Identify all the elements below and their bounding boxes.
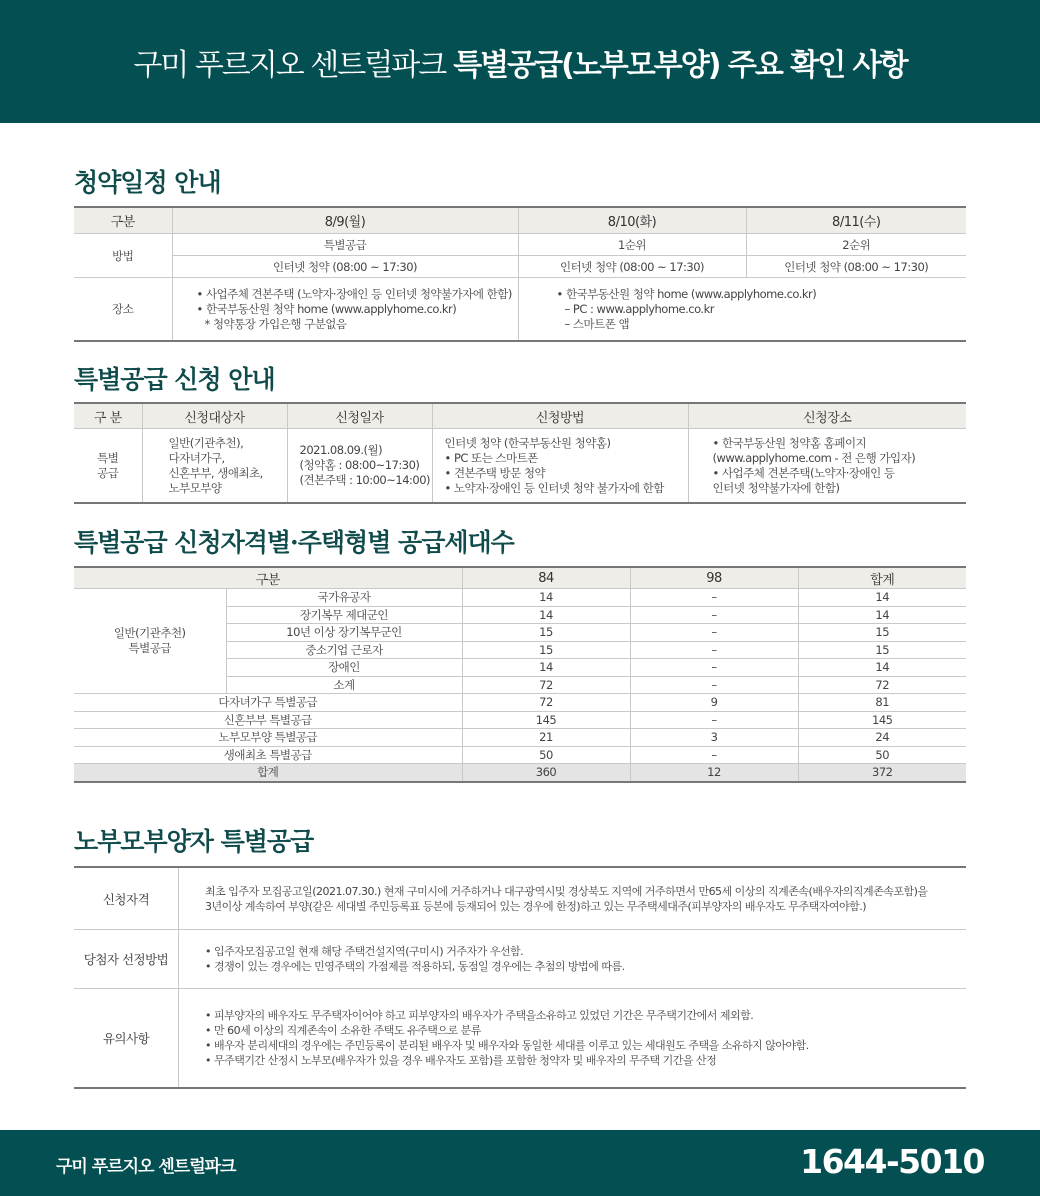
group-label [74, 589, 226, 694]
content-line: • 입주자모집공고일 현재 해당 주택건설지역(구미시) 거주자가 우선함. [205, 945, 524, 958]
row-label: 노부모부양 특별공급 [74, 729, 462, 747]
target-line: 신혼부부, 생애최초, [168, 465, 263, 480]
place-line: • 한국부동산원 청약 home (www.applyhome.co.kr) [196, 301, 457, 316]
group-label-line: 특별공급 [128, 641, 171, 655]
cell-84: 15 [462, 624, 630, 642]
row-label: 장기복무 제대군인 [226, 606, 462, 624]
cell-84: 14 [462, 659, 630, 677]
cell-98: – [630, 624, 798, 642]
col-header: 구분 [74, 567, 462, 589]
target-line: 다자녀가구, [168, 450, 225, 465]
cell-84: 72 [462, 694, 630, 712]
place-line: – 스마트폰 앱 [564, 316, 630, 331]
elderly-label: 신청자격 [74, 867, 179, 930]
target-line: 노부모부양 [168, 480, 222, 495]
elderly-label: 당첨자 선정방법 [74, 930, 179, 989]
elderly-content [179, 867, 967, 930]
date-line: (견본주택 : 10:00~14:00) [299, 473, 431, 487]
date-line: 2021.08.09.(월) [299, 443, 383, 457]
cell-84: 21 [462, 729, 630, 747]
cell-total: 72 [798, 676, 966, 694]
place-left [172, 278, 518, 342]
col-header: 구분 [74, 207, 172, 234]
place-line: 인터넷 청약불가자에 한함) [712, 480, 840, 495]
elderly-table [74, 866, 966, 1089]
row-label: 소계 [226, 676, 462, 694]
schedule-title: 청약일정 안내 [74, 168, 221, 197]
col-header: 98 [630, 567, 798, 589]
cell-84: 15 [462, 641, 630, 659]
cell-98: – [630, 641, 798, 659]
apply-places [688, 429, 966, 504]
cell-98: – [630, 676, 798, 694]
apply-category [74, 429, 142, 504]
col-header: 8/9(월) [172, 207, 518, 234]
row-label: 생애최초 특별공급 [74, 746, 462, 764]
cell-total: 15 [798, 624, 966, 642]
col-header: 합계 [798, 567, 966, 589]
cell-84: 50 [462, 746, 630, 764]
cell-total: 24 [798, 729, 966, 747]
elderly-content [179, 989, 967, 1089]
method-line: • PC 또는 스마트폰 [444, 450, 538, 465]
cell-total: 14 [798, 589, 966, 607]
page-header [0, 0, 1040, 123]
col-header: 신청대상자 [142, 403, 287, 429]
apply-table [74, 402, 966, 504]
group-label-line: 일반(기관추천) [113, 626, 186, 640]
elderly-label: 유의사항 [74, 989, 179, 1089]
method-time: 인터넷 청약 (08:00 ~ 17:30) [172, 256, 518, 278]
cell-98: – [630, 746, 798, 764]
col-header: 신청일자 [287, 403, 432, 429]
content-line: • 무주택기간 산정시 노부모(배우자가 있을 경우 배우자도 포함)를 포함한 청약자 및 배우자의 무주택 기간을 산정 [205, 1054, 717, 1067]
method-type: 특별공급 [172, 234, 518, 256]
place-label: 장소 [74, 278, 172, 342]
cell-total: 145 [798, 711, 966, 729]
content-line: • 만 60세 이상의 직계존속이 소유한 주택도 유주택으로 분류 [205, 1024, 481, 1037]
row-label: 장애인 [226, 659, 462, 677]
supply-table [74, 566, 966, 783]
cell-84: 14 [462, 589, 630, 607]
elderly-content [179, 930, 967, 989]
supply-title: 특별공급 신청자격별·주택형별 공급세대수 [74, 528, 514, 557]
method-type: 2순위 [746, 234, 966, 256]
page-footer [0, 1130, 1040, 1196]
place-line: • 한국부동산원 청약홈 홈페이지 [712, 435, 867, 450]
elderly-title: 노부모부양자 특별공급 [74, 827, 314, 856]
category-line: 공급 [97, 465, 119, 480]
sum-total: 372 [798, 764, 966, 782]
date-line: (청약홈 : 08:00~17:30) [299, 458, 420, 472]
place-line: • 사업주체 견본주택 (노약자·장애인 등 인터넷 청약불가자에 한함) [196, 286, 512, 301]
content-line: 3년이상 계속하여 부양(같은 세대별 주민등록표 등본에 등재되어 있는 경우에 한정)하고 있는 무주택세대주(피부양자의 배우자도 무주택자여야함.) [205, 899, 867, 913]
content-line: • 경쟁이 있는 경우에는 민영주택의 가점제를 적용하되, 동점일 경우에는 추첨의 방법에 따름. [205, 960, 625, 973]
method-time: 인터넷 청약 (08:00 ~ 17:30) [518, 256, 746, 278]
place-line: (www.applyhome.com - 전 은행 가입자) [712, 450, 916, 465]
category-line: 특별 [97, 450, 119, 465]
col-header: 8/10(화) [518, 207, 746, 234]
cell-98: – [630, 589, 798, 607]
row-label: 신혼부부 특별공급 [74, 711, 462, 729]
content-line: • 배우자 분리세대의 경우에는 주민등록이 분리된 배우자 및 배우자와 동일한 세대를 이루고 있는 세대원도 주택을 소유하지 않아야함. [205, 1039, 809, 1052]
cell-84: 145 [462, 711, 630, 729]
cell-98: 9 [630, 694, 798, 712]
place-right [518, 278, 966, 342]
col-header: 신청방법 [432, 403, 688, 429]
method-line: • 노약자·장애인 등 인터넷 청약 불가자에 한함 [444, 480, 664, 495]
cell-total: 81 [798, 694, 966, 712]
method-time: 인터넷 청약 (08:00 ~ 17:30) [746, 256, 966, 278]
method-label: 방법 [74, 234, 172, 278]
col-header: 84 [462, 567, 630, 589]
place-line: • 사업주체 견본주택(노약자·장애인 등 [712, 465, 895, 480]
method-line: • 견본주택 방문 청약 [444, 465, 546, 480]
header-title-bold: 특별공급(노부모부양) 주요 확인 사항 [453, 47, 907, 83]
sum-84: 360 [462, 764, 630, 782]
place-line: – PC : www.applyhome.co.kr [564, 301, 714, 316]
schedule-table [74, 206, 966, 342]
content-line: 최초 입주자 모집공고일(2021.07.30.) 현재 구미시에 거주하거나 대구광역시및 경상북도 지역에 거주하면서 만65세 이상의 직계존속(배우자의직계존속포함)을 [205, 884, 928, 898]
footer-brand: 구미 푸르지오 센트럴파크 [56, 1157, 236, 1177]
apply-title: 특별공급 신청 안내 [74, 365, 275, 394]
row-label: 10년 이상 장기복무군인 [226, 624, 462, 642]
cell-98: – [630, 659, 798, 677]
method-type: 1순위 [518, 234, 746, 256]
cell-total: 15 [798, 641, 966, 659]
cell-84: 72 [462, 676, 630, 694]
cell-98: 3 [630, 729, 798, 747]
apply-methods [432, 429, 688, 504]
col-header: 8/11(수) [746, 207, 966, 234]
method-line: 인터넷 청약 (한국부동산원 청약홈) [444, 435, 611, 450]
footer-phone[interactable]: 1644-5010 [800, 1142, 984, 1181]
apply-dates [287, 429, 432, 504]
header-title-light: 구미 푸르지오 센트럴파크 [133, 47, 446, 83]
sum-98: 12 [630, 764, 798, 782]
cell-total: 14 [798, 659, 966, 677]
place-line: • 한국부동산원 청약 home (www.applyhome.co.kr) [556, 286, 817, 301]
target-line: 일반(기관추천), [168, 435, 244, 450]
place-line: * 청약통장 가입은행 구분없음 [204, 316, 347, 331]
cell-total: 14 [798, 606, 966, 624]
cell-98: – [630, 606, 798, 624]
cell-84: 14 [462, 606, 630, 624]
content-line: • 피부양자의 배우자도 무주택자이어야 하고 피부양자의 배우자가 주택을소유하고 있었던 기간은 무주택기간에서 제외함. [205, 1009, 754, 1022]
row-label: 국가유공자 [226, 589, 462, 607]
col-header: 신청장소 [688, 403, 966, 429]
row-label: 중소기업 근로자 [226, 641, 462, 659]
row-label: 다자녀가구 특별공급 [74, 694, 462, 712]
col-header: 구 분 [74, 403, 142, 429]
sum-label: 합계 [74, 764, 462, 782]
apply-targets [142, 429, 287, 504]
cell-total: 50 [798, 746, 966, 764]
cell-98: – [630, 711, 798, 729]
